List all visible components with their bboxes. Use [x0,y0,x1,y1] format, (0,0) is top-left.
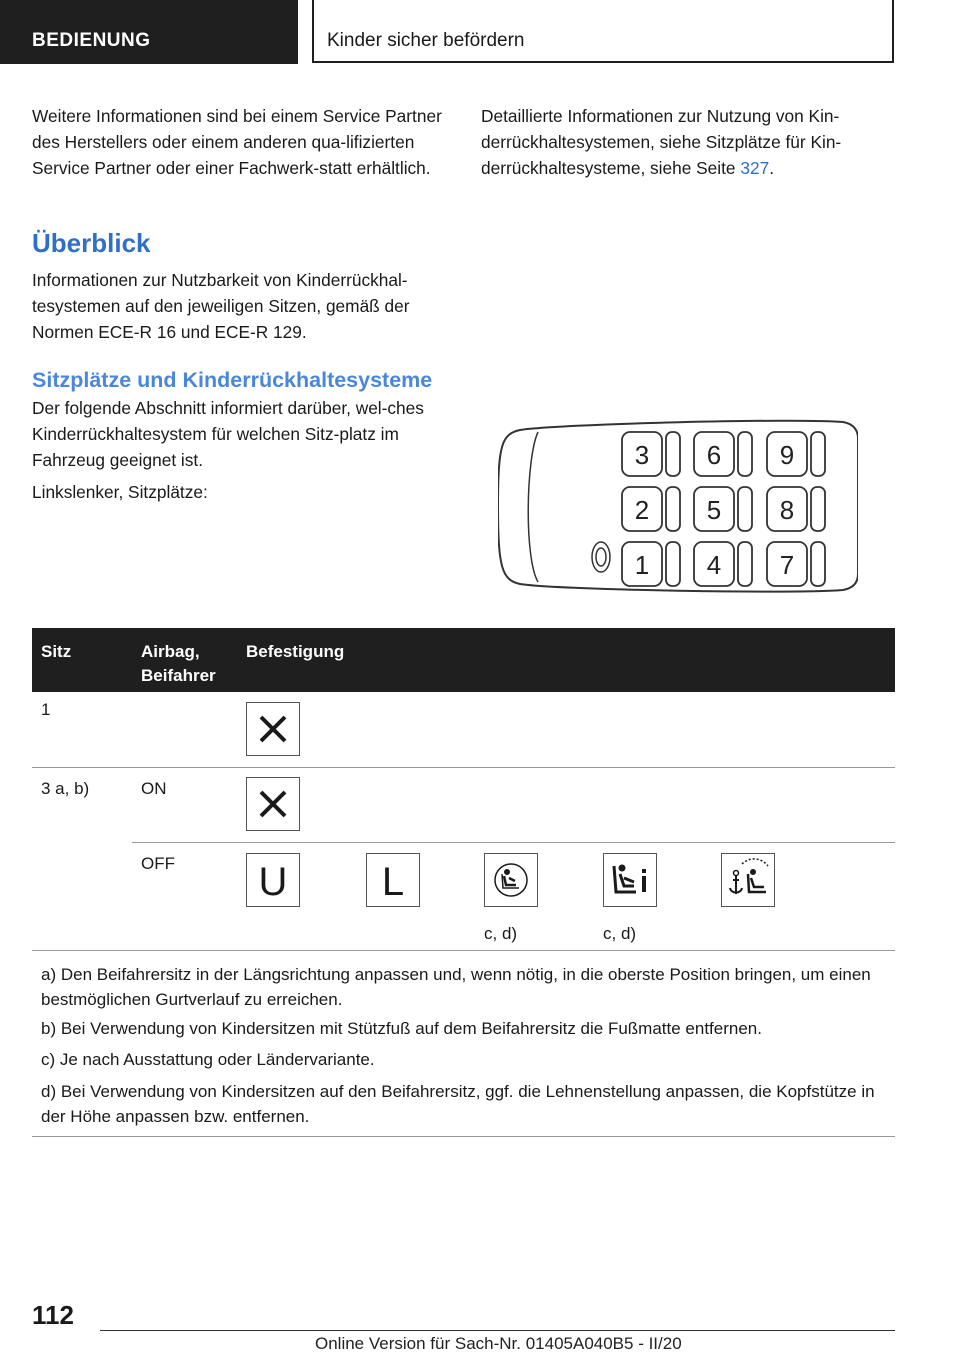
seat-position-3 [622,432,680,476]
not-permitted-icon [246,777,300,831]
footnote-d: d) Bei Verwendung von Kindersitzen auf den Beifahrersitz, ggf. die Lehnenstellung anpassen, die Kopfstütze in der Höhe anpassen bzw. entfernen. [41,1082,875,1126]
col-sitz: Sitz [41,642,72,661]
table-row-divider [132,842,895,843]
footnote-a: a) Den Beifahrersitz in der Längsrichtung anpassen und, wenn nötig, in die oberste Position bringen, um einen bestmöglichen Gurtverlauf zu erreichen. [41,965,871,1009]
overview-paragraph: Informationen zur Nutzbarkeit von Kinderrückhal-tesystemen auf den jeweiligen Sitzen, gemäß der Normen ECE-R 16 und ECE-R 129. [32,270,410,342]
svg-text:U: U [258,860,288,904]
seat-position-6 [694,432,752,476]
seat-number: 9 [779,440,795,470]
row3-airbag: OFF [141,854,175,873]
page-link[interactable]: 327 [740,158,770,178]
row2-airbag: ON [141,779,167,798]
seat-position-1 [622,542,680,586]
heading-overview: Überblick [32,228,151,258]
row2-sitz: 3 a, b) [41,779,90,798]
universal-u-icon [246,853,300,907]
seat-number: 8 [779,495,795,525]
section-tab [0,0,298,64]
seat-number: 2 [634,495,650,525]
section-title: BEDIENUNG [32,30,151,51]
heading-seats: Sitzplätze und Kinderrückhaltesysteme [32,368,433,392]
footnote-divider [32,1136,895,1137]
semi-universal-l-icon [366,853,420,907]
not-permitted-icon [246,702,300,756]
footnote-b: b) Bei Verwendung von Kindersitzen mit Stützfuß auf dem Beifahrersitz die Fußmatte entfernen. [41,1019,762,1038]
footer-text: Online Version für Sach-Nr. 01405A040B5 - II/20 [315,1334,682,1353]
seat-number: 4 [706,550,722,580]
seat-number: 5 [706,495,722,525]
isize-booster-icon [603,853,657,907]
detail-paragraph: Detaillierte Informationen zur Nutzung von Kin-derrückhaltesystemen, siehe Sitzplätze für Kin-derrückhaltesysteme, siehe Seite 327. [481,106,842,178]
seat-position-4 [694,542,752,586]
seat-position-2 [622,487,680,531]
seat-number: 7 [779,550,795,580]
table-row-divider [32,950,895,951]
seat-position-7 [767,542,825,586]
isize-seat-icon [484,853,538,907]
table-header [32,628,895,692]
note-isize-seat: c, d) [484,924,518,943]
lhd-label: Linkslenker, Sitzplätze: [32,482,208,502]
page-number: 112 [32,1300,74,1330]
seat-number: 6 [706,440,722,470]
col-befestigung: Befestigung [246,642,345,661]
intro-paragraph: Weitere Informationen sind bei einem Service Partner des Herstellers oder einem anderen qua-lifizierten Service Partner oder einer Fachwerk-statt erhältlich. [32,106,442,178]
svg-text:L: L [381,860,405,904]
seat-position-8 [767,487,825,531]
seat-number: 1 [634,550,650,580]
seat-position-9 [767,432,825,476]
chapter-tab [312,0,894,63]
row1-sitz: 1 [41,700,51,719]
seat-position-5 [694,487,752,531]
table-row-divider [32,767,895,768]
seat-number: 3 [634,440,650,470]
seats-paragraph: Der folgende Abschnitt informiert darüber, wel-ches Kinderrückhaltesystem für welchen Sitz-platz im Fahrzeug geeignet ist. [32,398,424,470]
isofix-anchor-seat-icon [721,853,775,907]
note-isize-booster: c, d) [603,924,637,943]
footnote-c: c) Je nach Ausstattung oder Ländervariante. [41,1050,375,1069]
seat-position-diagram [498,418,858,594]
col-airbag: Airbag, Beifahrer [141,642,216,685]
footer-rule [100,1330,895,1331]
chapter-title: Kinder sicher befördern [327,30,525,51]
